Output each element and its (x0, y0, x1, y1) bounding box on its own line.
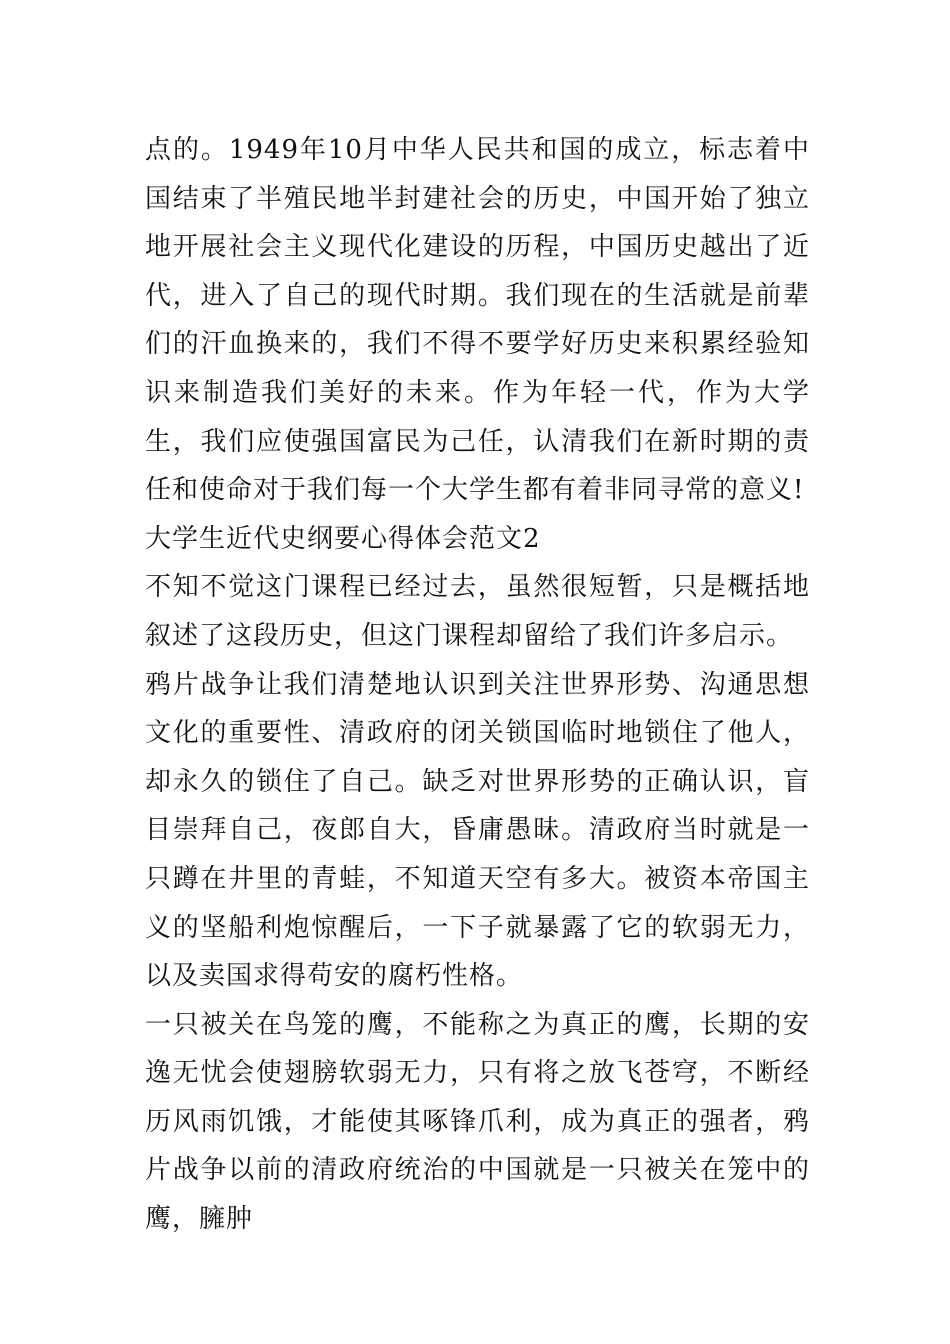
paragraph-4: 一只被关在鸟笼的鹰，不能称之为真正的鹰，长期的安逸无忧会使翅膀软弱无力，只有将之放飞苍穹，不断经历风雨饥饿，才能使其啄锋爪利，成为真正的强者，鸦片战争以前的清政府统治的中国就是一只被关在笼中的鹰，臃肿 (145, 1009, 810, 1235)
section-title: 大学生近代史纲要心得体会范文2 (145, 523, 541, 554)
paragraph-2: 不知不觉这门课程已经过去，虽然很短暂，只是概括地叙述了这段历史，但这门课程却留给了我们许多启示。 (145, 572, 810, 651)
paragraph-1: 点的。1949年10月中华人民共和国的成立，标志着中国结束了半殖民地半封建社会的历史，中国开始了独立地开展社会主义现代化建设的历程，中国历史越出了近代，进入了自己的现代时期。我们现在的生活就是前辈们的汗血换来的，我们不得不要学好历史来积累经验知识来制造我们美好的未来。作为年轻一代，作为大学生，我们应使强国富民为己任，认清我们在新时期的责任和使命对于我们每一个大学生都有着非同寻常的意义! (145, 135, 810, 506)
paragraph-3: 鸦片战争让我们清楚地认识到关注世界形势、沟通思想文化的重要性、清政府的闭关锁国临时地锁住了他人，却永久的锁住了自己。缺乏对世界形势的正确认识，盲目崇拜自己，夜郎自大，昏庸愚昧。清政府当时就是一只蹲在井里的青蛙，不知道天空有多大。被资本帝国主义的坚船利炮惊醒后，一下子就暴露了它的软弱无力，以及卖国求得苟安的腐朽性格。 (145, 669, 810, 992)
document-body (145, 126, 810, 1244)
